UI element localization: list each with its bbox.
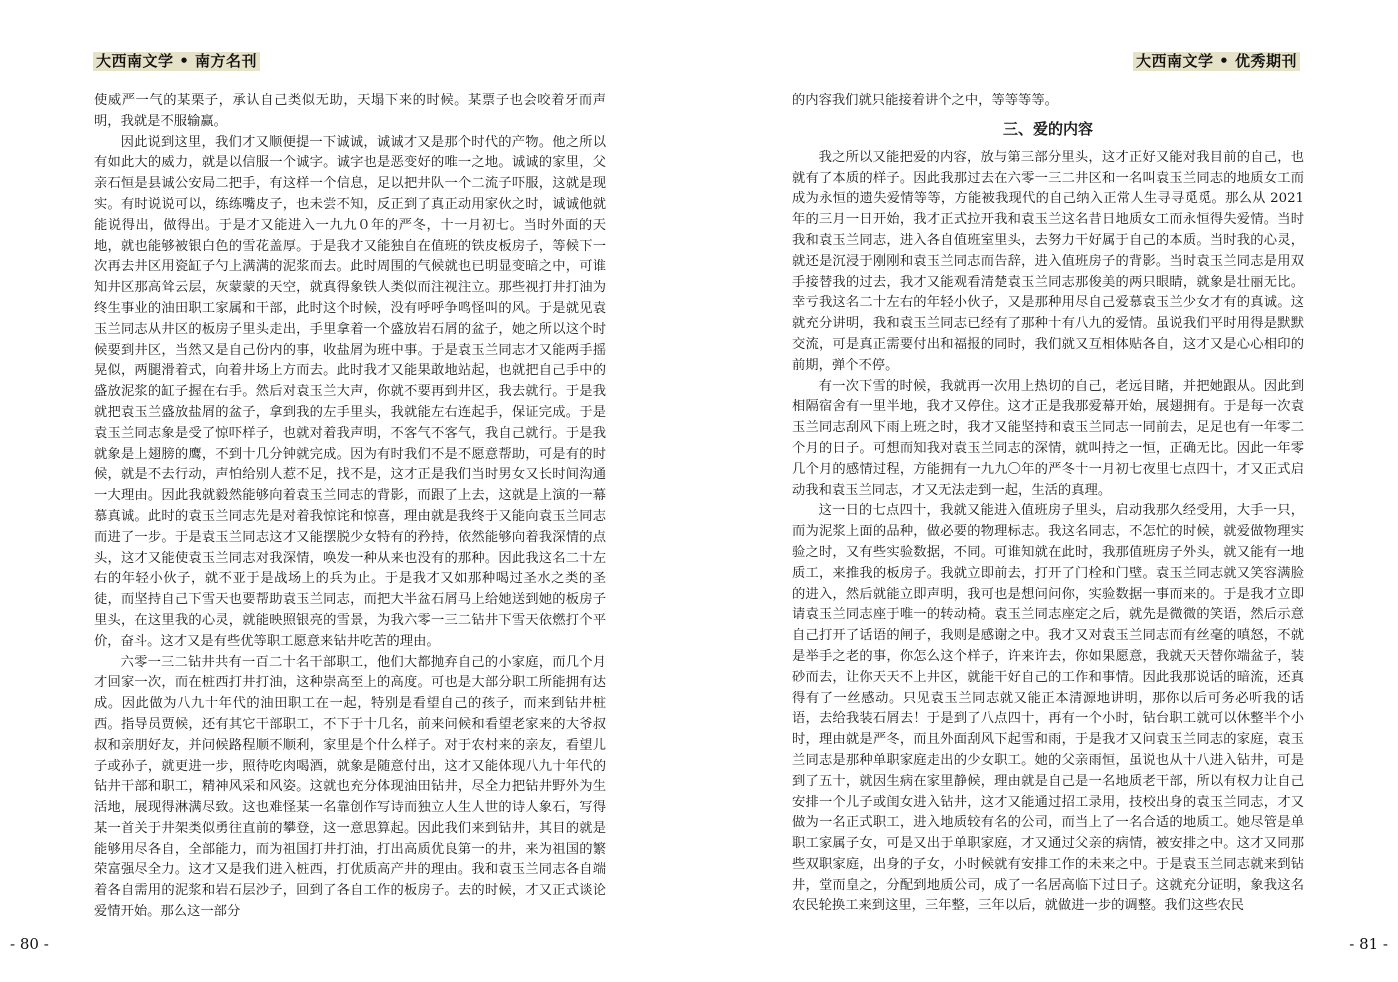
left-page-number: - 80 - [10,935,49,953]
section-title: 三、爱的内容 [1002,119,1093,138]
left-paragraph-1: 使威严一气的某栗子，承认自己类似无助，天塌下来的时候。某票子也会咬着牙而声明，我就是不服输赢。 [94,93,606,129]
right-page-header: 大西南文学 • 优秀期刊 [1133,52,1300,71]
left-paragraph-3: 六零一三二钻井共有一百二十名干部职工，他们大都抛弃自己的小家庭，而几个月才回家一次，而在桩西打井打油，这种崇高至上的高度。可也是大部分职工所能拥有达成。因此做为八九十年代的油田职工在一起，特别是看望自己的孩子，而来到钻井桩西。指导员贾候，还有其它干部职工，不下于十几名，前来问候和看望老家来的大爷叔叔和亲朋好友，并问候路程顺不顺利，家里是个什么样子。对于农村来的亲友，看望儿子或孙子，就更进一步，照待吃肉喝酒，就象是随意付出，这才又能体现八九十年代的钻井干部和职工，精神风采和风姿。这就也充分体现油田钻井，尽全力把钻井野外为生活地，展现得淋满尽致。这也难怪某一名靠创作写诗而独立人生人世的诗人象石，写得某一首关于井架类似勇往直前的攀登，这一意思算起。因此我们来到钻井，其目的就是能够用尽各自，全部能力，而为祖国打井打油，打出高质优良第一的井，来为祖国的繁荣富强尽全力。这才又是我们进入桩西，打优质高产井的理由。我和袁玉兰同志各自端着各自需用的泥浆和岩石层沙子，回到了各自工作的板房子。去的时候，才又正式谈论爱情开始。那么这一部分 [94,654,606,920]
left-paragraph-2: 因此说到这里，我们才又顺便提一下诚诚，诚诚才又是那个时代的产物。他之所以有如此大的威力，就是以信服一个诚字。诚字也是恶变好的唯一之地。诚诚的家里，父亲石恒是县诚公安局二把手，有这样一个信息，足以把井队一个二流子吓服，这就是现实。有时说说可以，练练嘴皮子，也未尝不知，反正到了真正动用家伙之时，诚诚他就能说得出，做得出。于是才又能进入一九九０年的严冬，十一月初七。当时外面的天地，就也能够被银白色的雪花盖厚。于是我才又能独自在值班的铁皮板房子，等候下一次再去井区用瓷缸子勺上满满的泥浆而去。此时周围的气候就也已明显变暗之中，可谁知井区那高耸云层，灰蒙蒙的天空，就真得象铁人类似而注视注立。那些视打井打油为终生事业的油田职工家属和干部，此时这个时候，没有呼呼争鸣怪叫的风。于是就见袁玉兰同志从井区的板房子里头走出，手里拿着一个盛放岩石屑的盆子，她之所以这个时候要到井区，当然又是自己份内的事，收盐屑为班中事。于是袁玉兰同志才又能两手摇晃似，两腿滑着式，向着井场上方而去。此时我才又能果敢地站起，也就把自己手中的盛放泥浆的缸子握在右手。然后对袁玉兰大声，你就不要再到井区，我去就行。于是我就把袁玉兰盛放盐屑的盆子，拿到我的左手里头，我就能左右连起手，保证完成。于是袁玉兰同志象是受了惊吓样子，也就对着我声明，不客气不客气，我自己就行。于是我就象是上翅膀的鹰，不到十几分钟就完成。因为有时我们不是不愿意帮助，可是有的时候，就是不去行动，声怕给别人惹不足，找不是，这才正是我们当时男女又长时间沟通一大理由。因此我就毅然能够向着袁玉兰同志的背影，而跟了上去，这就是上演的一幕慕真诚。此时的袁玉兰同志先是对着我惊诧和惊喜，理由就是我终于又能向袁玉兰同志而进了一步。于是袁玉兰同志这才又能摆脱少女特有的矜持，依然能够向着我深情的点头，这才又能使袁玉兰同志对我深情，唤发一种从来也没有的那种。因此我这名二十左右的年轻小伙子，就不亚于是战场上的兵为止。于是我才又如那种喝过圣水之类的圣徒，而坚持自己下雪天也要帮助袁玉兰同志，而把大半盆石屑马上给她送到她的板房子里头，在这里我的心灵，就能映照银亮的雪景，为我六零一三二钻井下雪天依燃打个平价，奋斗。这才又是有些优等职工愿意来钻井吃苦的理由。 [94,134,606,649]
right-page-body [792,91,1304,917]
right-page-number: - 81 - [1349,935,1388,953]
right-paragraph-2: 有一次下雪的时候，我就再一次用上热切的自己，老远目睹，并把她跟从。因此到相隔宿舍有一里半地，我才又停住。这才正是我那爱幕开始，展翅拥有。于是每一次袁玉兰同志刮风下雨上班之时，我才又能坚持和袁玉兰同志一同前去，足足也有一年零二个月的日子。可想而知我对袁玉兰同志的深情，就叫持之一恒，正确无比。因此一年零几个月的感情过程，方能拥有一九九〇年的严冬十一月初七夜里七点四十，才又正式启动我和袁玉兰同志，才又无法走到一起，生活的真理。 [792,378,1304,498]
right-paragraph-1: 我之所以又能把爱的内容，放与第三部分里头，这才正好又能对我目前的自己，也就有了本质的样子。因此我那过去在六零一三二井区和一名叫袁玉兰同志的地质女工而成为永恒的遗失爱情等等，方能被我现代的自己纳入正常人生寻寻觅觅。那么从 2021 年的三月一日开始，我才正式拉开我和袁玉兰这名昔日地质女工而永恒得失爱情。当时我和袁玉兰同志，进入各自值班室里头，去努力干好属于自己的本质。当时我的心灵，就还是沉浸于刚刚和袁玉兰同志而告辞，进入值班房子的背影。当时袁玉兰同志是用双手接替我的过去，我才又能观看清楚袁玉兰同志那俊美的两只眼睛，就象是壮丽无比。幸亏我这名二十左右的年轻小伙子，又是那种用尽自己爱慕袁玉兰少女才有的真诚。这就充分讲明，我和袁玉兰同志已经有了那种十有八九的爱情。虽说我们平时用得是默默交流，可是真正需要付出和福报的同时，我们就又互相体贴各自，这才又是心心相印的前期，弹个不停。 [792,149,1304,373]
right-intro-line: 的内容我们就只能接着讲个之中，等等等等。 [792,93,1058,108]
right-paragraph-3: 这一日的七点四十，我就又能进入值班房子里头，启动我那久经受用，大手一只，而为泥浆上面的品种，做必要的物理标志。我这名同志，不怎忙的时候，就爱做物理实验之时，又有些实验数据，不同。可谁知就在此时，我那值班房子外头，就又能有一地质工，来推我的板房子。我就立即前去，打开了门栓和门壁。袁玉兰同志就又笑容满脸的进入，然后就能立即声明，我可也是想问问你，实验数据一事而来的。于是我才立即请袁玉兰同志座于唯一的转动椅。袁玉兰同志座定之后，就先是微微的笑语，然后示意自己打开了话语的闸子，我则是感谢之中。我才又对袁玉兰同志而有丝毫的嗔怒，不就是举手之老的事，你怎么这个样子，许来许去，你如果愿意，我就天天替你端盆子，装砂而去，让你天天不上井区，就能干好自己的工作和事情。因此我那说话的暗流，还真得有了一丝感动。只见袁玉兰同志就又能正本清源地讲明，那你以后可务必听我的话语，去给我装石屑去！于是到了八点四十，再有一个小时，钻台职工就可以休整半个小时，理由就是严冬，而且外面刮风下起雪和雨，于是我才又问袁玉兰同志的家庭，袁玉兰同志是那种单职家庭走出的少女职工。她的父亲雨恒，虽说也从十八进入钻井，可是到了五十，就因生病在家里静候，理由就是自己是一名地质老干部，所以有权力让自己安排一个儿子或闺女进入钻井，这才又能通过招工录用，技校出身的袁玉兰同志，才又做为一名正式职工，进入地质较有名的公司，而当上了一名合适的地质工。她尽管是单职工家属子女，可是又出于单职家庭，才又通过父亲的病情，被安排之中。这才又同那些双职家庭，出身的子女，小时候就有安排工作的未来之中。于是袁玉兰同志就来到钻井，堂而皇之，分配到地质公司，成了一名居高临下过日子。这就充分证明，象我这名农民轮换工来到这里，三年整，三年以后，就做进一步的调整。我们这些农民 [792,503,1304,914]
left-page-header: 大西南文学 • 南方名刊 [93,52,260,71]
right-page [699,0,1398,982]
left-page-body [94,91,606,923]
